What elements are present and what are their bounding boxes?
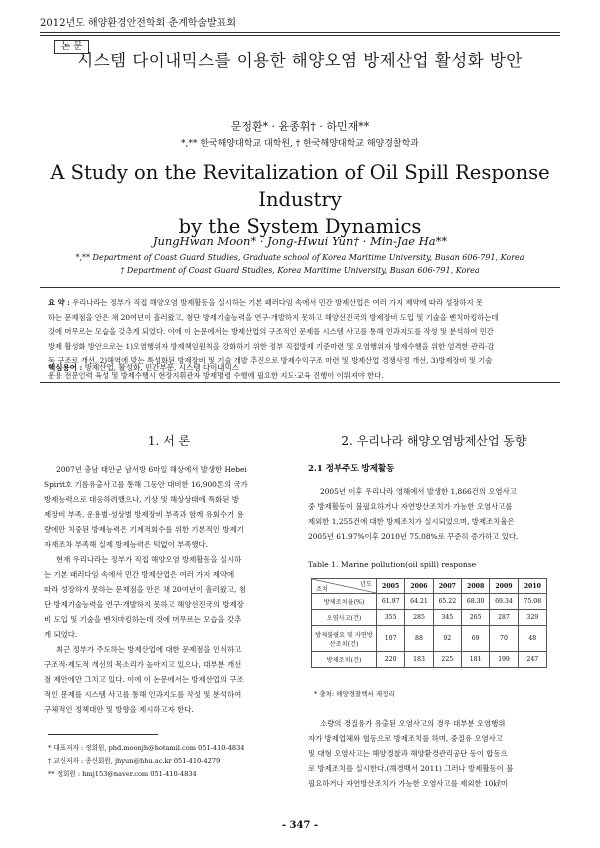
body-line: 현재 우리나라는 정부가 직접 해양오염 방제활동을 실시하 xyxy=(56,555,242,564)
response-table xyxy=(311,578,547,668)
row-label: 방제조치(건) xyxy=(312,652,377,668)
body-line: 단 방제기술능력을 연구·개발하지 못하고 해양선진국의 방제장 xyxy=(44,600,244,609)
section-heading-introduction: 1. 서 론 xyxy=(147,434,191,448)
korean-title: 시스템 다이내믹스를 이용한 해양오염 방제산업 활성화 방안 xyxy=(77,51,523,70)
table-cell: 247 xyxy=(518,652,546,668)
english-title-line-2: by the System Dynamics xyxy=(178,215,422,238)
abstract-line: 방제 활성화 방안으로는 1)오염행위자 방제책임원칙을 강화하기 위한 정부 직접방제 기준마련 및 오염행위자 방제수행을 위한 엄격한 관리·감 xyxy=(48,341,495,351)
english-title xyxy=(40,159,560,240)
abstract-bottom-rule xyxy=(40,382,560,383)
body-line: 및 대형 오염사고는 해양경찰과 해양환경관리공단 등이 합동으 xyxy=(308,749,508,758)
table-cell: 70 xyxy=(490,626,518,652)
keywords xyxy=(48,362,239,373)
table-corner-cell xyxy=(312,579,377,594)
english-title-line-1: A Study on the Revitalization of Oil Spill Response Industry xyxy=(50,161,550,211)
body-line: 게 되었다. xyxy=(44,630,78,639)
table-cell: 265 xyxy=(461,610,489,626)
body-line: 2005년 이후 우리나라 영해에서 발생한 1,866건의 오염사고 xyxy=(320,487,517,496)
body-line: 구조적·제도적 개선의 목소리가 높아지고 있으나, 대부분 개선 xyxy=(44,660,242,669)
body-line: 로 방제조치를 실시한다.(해경백서 2011) 그러나 방제활동이 불 xyxy=(308,764,514,773)
english-authors: JungHwan Moon* · Jong-Hwui Yun† · Min-Jae Ha** xyxy=(152,234,448,248)
introduction-body xyxy=(44,462,294,717)
table-cell: 285 xyxy=(405,610,433,626)
body-line: 제외한 1,255건에 대한 방제조치가 실시되었으며, 방제조치율은 xyxy=(308,517,515,526)
table-cell: 287 xyxy=(490,610,518,626)
body-line: 자재조차 부족해 실제 방제능력은 턱없이 부족했다. xyxy=(44,540,209,549)
section-heading-trends: 2. 우리나라 해양오염방제산업 동향 xyxy=(341,434,527,448)
table-cell: 181 xyxy=(461,652,489,668)
body-line: 2005년 61.97%이후 2010년 75.08%로 꾸준히 증가하고 있다. xyxy=(308,532,519,541)
table-cell: 88 xyxy=(405,626,433,652)
table-cell: 68.30 xyxy=(461,594,489,610)
table-year-header: 2009 xyxy=(490,579,518,594)
corner-top-label: 년도 xyxy=(360,581,372,588)
table-cell: 199 xyxy=(490,652,518,668)
body-line: 2007년 충남 태안군 남서방 6마일 해상에서 발생한 Hebei xyxy=(56,465,247,474)
corner-bottom-label: 조치 xyxy=(316,586,328,593)
table-cell: 92 xyxy=(433,626,461,652)
abstract-line: 것에 머무르는 모습을 갖추게 되었다. 이에 이 논문에서는 방제산업의 구조적인 문제를 시스템 사고를 통해 인과지도를 작성 및 분석하여 민간 xyxy=(48,327,494,336)
table-cell: 61.97 xyxy=(377,594,405,610)
row-label: 방제조치율(%) xyxy=(312,594,377,610)
table-cell: 69 xyxy=(461,626,489,652)
table-row xyxy=(312,594,547,610)
page-number: - 347 - xyxy=(281,820,319,831)
table-year-header: 2007 xyxy=(433,579,461,594)
keywords-text: 방제산업, 활성화, 민간부문, 시스템 다이내믹스 xyxy=(84,363,240,372)
footnote-corresponding-author: * 대표저자 : 정회원, phd.moonjh@hotamil.com 051-410-4834 xyxy=(48,744,245,752)
table-cell: 225 xyxy=(433,652,461,668)
body-line: 제장비 부족, 운용별·성상별 방제장비 부족과 함께 유회수기 용 xyxy=(44,510,244,519)
body-line: 자가 방제업체와 협동으로 방제조치를 하며, 중질유 오염사고 xyxy=(308,734,503,743)
subsection-heading: 2.1 정부주도 방제활동 xyxy=(308,464,395,474)
trends-body-1 xyxy=(308,484,560,544)
table-year-header: 2010 xyxy=(518,579,546,594)
trends-body-2 xyxy=(308,716,560,791)
abstract-label: 요 약 : xyxy=(48,298,70,307)
table-row xyxy=(312,610,547,626)
table-year-header: 2008 xyxy=(461,579,489,594)
table-cell: 183 xyxy=(405,652,433,668)
body-line: 구체적인 정책대안 및 방향을 제시하고자 한다. xyxy=(44,705,194,714)
abstract-line: 하는 문제점을 안은 채 20여년이 흘러왔고, 첨단 방제기술능력을 연구·개발하지 못하고 해양선진국의 방제장비 도입 및 기술을 벤치마킹하는데 xyxy=(48,312,499,322)
keywords-label: 핵심용어 : xyxy=(48,363,83,372)
body-line: 비 도입 및 기술을 벤치마킹하는데 것에 머무르는 모습을 갖추 xyxy=(44,615,242,624)
row-label: 방제불필요 및 자연방산조치(건) xyxy=(312,626,377,652)
table-cell: 107 xyxy=(377,626,405,652)
footnote-corresponding-author: † 교신저자 : 종신회원, jhyun@hhu.ac.kr 051-410-4279 xyxy=(48,757,221,765)
table-cell: 65.22 xyxy=(433,594,461,610)
paper-type-tag: 논 문 xyxy=(54,40,89,54)
table-cell: 355 xyxy=(377,610,405,626)
body-line: 최근 정부가 주도하는 방제산업에 대한 문제점을 인식하고 xyxy=(56,645,242,654)
footnote-coauthor: ** 정회원 : hmj153@naver.com 051-410-4834 xyxy=(48,770,197,778)
body-line: 는 기본 패러다임 속에서 민간 방제산업은 여러 가지 제약에 xyxy=(44,570,235,579)
table-cell: 48 xyxy=(518,626,546,652)
table-year-header: 2006 xyxy=(405,579,433,594)
table-caption: Table 1. Marine pollution(oil spill) response xyxy=(308,560,477,569)
table-row xyxy=(312,626,547,652)
table-cell: 64.21 xyxy=(405,594,433,610)
abstract-line: 운용 전문인력 육성 및 방제수행시 현장지휘관자 방제명령 수행에 필요한 지도·교육 진행이 이뤄져야 한다. xyxy=(48,370,384,380)
footnote-rule xyxy=(48,734,158,735)
abstract-line: 우리나라는 정부가 직접 해양오염 방제활동을 실시하는 기본 패러다임 속에서 민간 방제산업은 여러 가지 제약에 따라 성장하지 못 xyxy=(72,298,483,307)
english-affiliation-2: † Department of Coast Guard Studies, Korea Maritime University, Busan 606-791, Korea xyxy=(120,266,480,275)
row-label: 오염사고(건) xyxy=(312,610,377,626)
body-line: 적인 문제를 시스템 사고를 통해 인과지도를 작성 및 분석하여 xyxy=(44,690,242,699)
body-line: 방제능력으로 대응하려했으나, 기상 및 해상상태에 특화된 방 xyxy=(44,495,239,504)
korean-authors: 문정환* · 윤종휘† · 하민재** xyxy=(230,120,370,133)
body-line: Spirit호 기름유출사고를 통해 그동안 대비한 16,900톤의 국가 xyxy=(44,480,248,489)
header-rule xyxy=(40,32,560,33)
body-line: 중 방제활동이 불필요하거나 자연방산조치가 가능한 오염사고를 xyxy=(308,502,513,511)
table-cell: 75.08 xyxy=(518,594,546,610)
body-line: 따라 성장하지 못하는 문제점을 안은 채 20여년이 흘러왔고, 첨 xyxy=(44,585,246,594)
body-line: 점 제안에만 그치고 있다. 이에 이 논문에서는 방제산업의 구조 xyxy=(44,675,244,684)
korean-affiliation: *,** 한국해양대학교 대학원, † 한국해양대학교 해양경찰학과 xyxy=(181,139,419,149)
body-line: 필요하거나 자연방산조치가 가능한 오염사고를 제외한 10㎘미 xyxy=(308,779,508,788)
table-cell: 329 xyxy=(518,610,546,626)
table-source: * 출처: 해양경찰백서 재정리 xyxy=(314,690,395,698)
abstract-top-rule xyxy=(40,287,560,288)
header-rule-2 xyxy=(40,35,560,36)
conference-header: 2012년도 해양환경안전학회 춘계학술발표회 xyxy=(40,18,237,29)
table-row xyxy=(312,652,547,668)
body-line: 량에만 치중된 방제능력은 기계적회수를 위한 기본적인 방제기 xyxy=(44,525,244,534)
table-cell: 69.34 xyxy=(490,594,518,610)
table-cell: 345 xyxy=(433,610,461,626)
body-line: 소량의 경질유가 유출된 오염사고의 경우 대부분 오염행위 xyxy=(320,719,506,728)
abstract-line: 독 구조로 개선, 2)해역에 맞는 특성화된 방제장비 및 기술 개발 추진으로 방제수익구조 마련 및 방제산업 경쟁사정 개선, 3)방제장비 및 기술 xyxy=(48,356,493,365)
table-cell: 220 xyxy=(377,652,405,668)
english-affiliation-1: *,** Department of Coast Guard Studies, Graduate school of Korea Maritime University, Busan 606-791, Korea xyxy=(75,253,525,262)
table-year-header: 2005 xyxy=(377,579,405,594)
